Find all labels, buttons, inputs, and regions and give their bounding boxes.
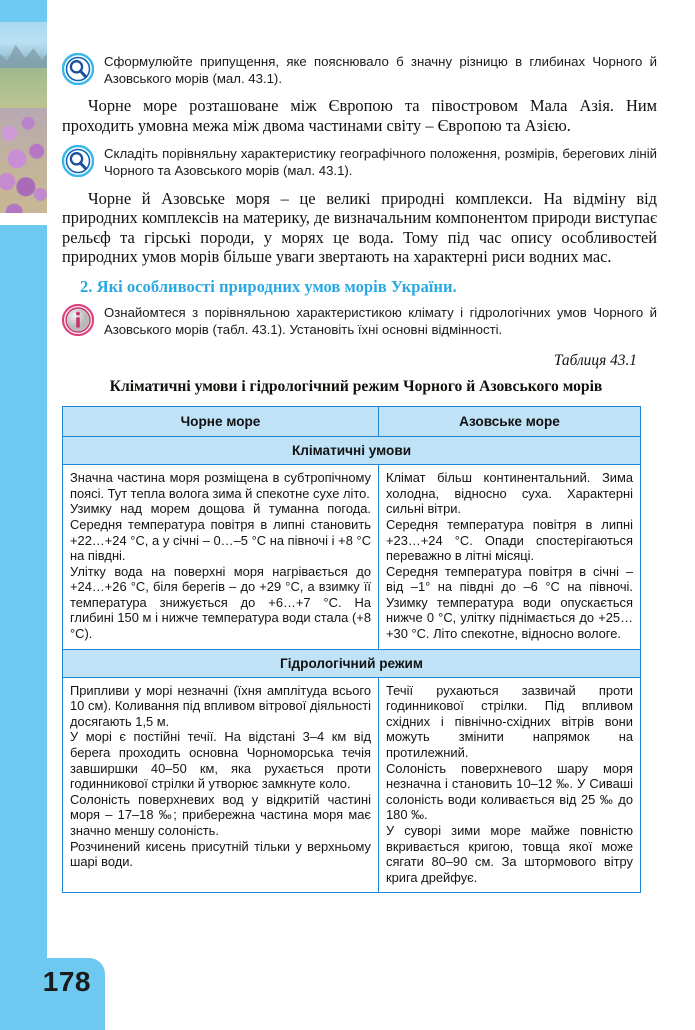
table-row-climate [63, 465, 641, 650]
cell-climate-azov-sea [379, 465, 641, 650]
task-block-1 [62, 52, 695, 87]
decorative-side-strip [0, 0, 47, 1030]
section-band-climate: Кліматичні умови [63, 437, 641, 465]
task-text-2: Складіть порівняльну характеристику географічного положення, розмірів, берегових ліній Чорного та Азовського морів (мал. 43.1). [104, 146, 657, 178]
cell-paragraph: Значна частина моря розміщена в субтропічному поясі. Тут тепла волога зима й спекотне сухе літо. [70, 470, 371, 501]
photo-flowers [0, 108, 47, 213]
cell-paragraph: Улітку вода на поверхні моря нагрівається до +24…+26 °C, біля берегів – до +29 °C, а взимку її температура знижується до +6…+7 °C. На глибині 150 м і нижче температура води стала (+8 °C). [70, 563, 371, 642]
info-icon [62, 304, 94, 336]
strip-top-band [0, 0, 47, 22]
cell-paragraph: Узимку над морем дощова й туманна погода. Середня температура повітря в липні становить +22…+24 °C, а у січні – 0…–5 °C на півночі і +8 °C на півдні. [70, 501, 371, 564]
strip-gap [0, 213, 47, 225]
table-header-row [63, 407, 641, 437]
task-block-2 [62, 144, 695, 179]
cell-paragraph: Середня температура повітря в січні – від –1° на півдні до –6 °C на півночі. Узимку температура води опускається нижче 0 °C, улітку піднімається до +25…+30 °C. Літо спекотне, відносно вологе. [386, 563, 633, 642]
cell-paragraph: Розчинений кисень присутній тільки у верхньому шарі води. [70, 838, 371, 870]
table-number-label: Таблиця 43.1 [553, 352, 637, 370]
section-band-row-hydrology [63, 649, 641, 677]
section-band-row-climate [63, 437, 641, 465]
cell-paragraph: У морі є постійні течії. На відстані 3–4 км від берега проходить основна Чорноморська течія завширшки 40–50 км, яка рухається проти годинникової стрілки й утворює замкнуте коло. [70, 729, 371, 792]
task-text-3: Ознайомтеся з порівняльною характеристикою клімату і гідрологічних умов Чорного й Азовського морів (табл. 43.1). Установіть їхні основні відмінності. [104, 304, 657, 337]
cell-paragraph: Припливи у морі незначні (їхня амплітуда всього 10 см). Коливання під впливом вітрової діяльності досягають 1,5 м. [70, 682, 371, 729]
body-paragraph-2: Чорне й Азовське моря – це великі природні комплекси. На відміну від природних комплексів на материку, де визначальним компонентом природи виступає рельєф та гірські породи, у морях це вода. Тому під час опису особливостей природних умов морів більше уваги звертають на характерні риси водних мас. [62, 188, 657, 267]
cell-paragraph: Солоність поверхневого шару моря незначна і становить 10–12 ‰. У Сиваші солоність води коливається від 25 ‰ до 180 ‰. [386, 760, 633, 823]
cell-paragraph: Середня температура повітря в липні +23…+24 °C. Опади спостерігаються переважно в літні місяці. [386, 516, 633, 564]
task-text-1: Сформулюйте припущення, яке пояснювало б значну різницю в глибинах Чорного й Азовського морів (мал. 43.1). [104, 54, 657, 86]
cell-paragraph: Течії рухаються зазвичай проти годинникової стрілки. Під впливом східних і північно-східних вітрів вони можуть змінити напрямок на протилежний. [386, 682, 633, 761]
page-content [62, 0, 695, 893]
magnifier-icon [62, 53, 94, 85]
column-header-azov-sea: Азовське море [379, 407, 641, 437]
cell-paragraph: У суворі зими море майже повністю вкривається кригою, товща якої може сягати 80–90 см. За штормового вітру крига дрейфує. [386, 823, 633, 885]
page-number-container [0, 958, 105, 1030]
cell-hydrology-black-sea [63, 677, 379, 893]
column-header-black-sea: Чорне море [63, 407, 379, 437]
strip-lower-band [0, 225, 47, 965]
table-title: Кліматичні умови і гідрологічний режим Чорного й Азовського морів [109, 378, 603, 396]
photo-sky [0, 22, 47, 56]
cell-climate-black-sea [63, 465, 379, 650]
cell-paragraph: Солоність поверхневих вод у відкритій частині моря – 17–18 ‰; прибережна частина моря має значно меншу солоність. [70, 791, 371, 838]
section-heading-2: 2. Які особливості природних умов морів України. [80, 276, 457, 296]
body-paragraph-1: Чорне море розташоване між Європою та півостровом Мала Азія. Ним проходить умовна межа між двома частинами світу – Європою та Азією. [62, 96, 657, 135]
magnifier-icon [62, 145, 94, 177]
cell-hydrology-azov-sea [379, 677, 641, 893]
task-block-3 [62, 303, 695, 338]
page-number: 178 [42, 966, 91, 997]
cell-paragraph: Клімат більш континентальний. Зима холодна, відносно суха. Характерні сильні вітри. [386, 470, 633, 517]
table-row-hydrology [63, 677, 641, 893]
landscape-photo [0, 22, 47, 213]
section-band-hydrology: Гідрологічний режим [63, 649, 641, 677]
comparison-table [62, 406, 641, 893]
